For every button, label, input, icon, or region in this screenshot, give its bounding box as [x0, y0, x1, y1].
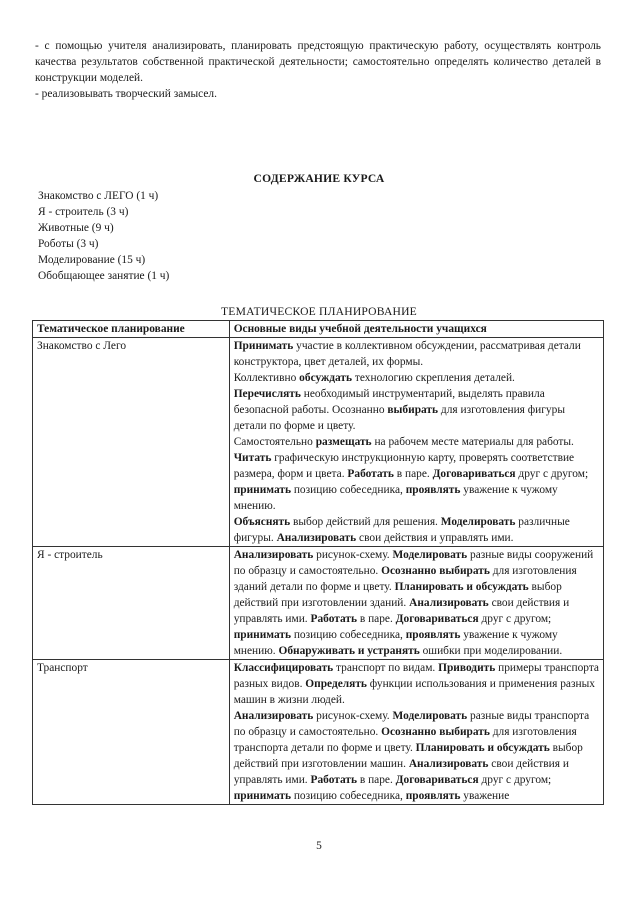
- row-topic: Я - строитель: [33, 547, 230, 660]
- emphasized-verb: принимать: [233, 629, 291, 641]
- emphasized-verb: Классифицировать: [233, 662, 334, 674]
- emphasized-verb: Анализировать: [233, 710, 314, 722]
- course-item: Моделирование (15 ч): [38, 254, 146, 266]
- emphasized-verb: Работать: [347, 468, 394, 480]
- emphasized-verb: проявлять: [405, 484, 461, 496]
- page-number: 5: [316, 840, 322, 852]
- emphasized-verb: Работать: [310, 774, 357, 786]
- table-header-row: [33, 321, 604, 338]
- emphasized-verb: Моделировать: [392, 710, 468, 722]
- emphasized-verb: Договариваться: [395, 613, 479, 625]
- course-content-list: [38, 188, 169, 284]
- thematic-planning-table: [32, 320, 604, 805]
- activities-text: Анализировать рисунок-схему. Моделировать разные виды сооружений по образцу и самостоятельно. Осознанно выбирать для изготовления зданий детали по форме и цвету. Планировать и обсуждать выбор действий при изготовлении зданий. Анализировать свои действия и управлять ими. Работать в паре. Договариваться друг с другом; принимать позицию собеседника, проявлять уважение к чужому мнению. Обнаруживать и устранять ошибки при моделировании.: [233, 549, 594, 657]
- emphasized-verb: принимать: [233, 484, 291, 496]
- emphasized-verb: Анализировать: [408, 758, 489, 770]
- course-item: Животные (9 ч): [38, 222, 114, 234]
- table-row: [33, 338, 604, 547]
- emphasized-verb: Договариваться: [432, 468, 516, 480]
- emphasized-verb: принимать: [233, 790, 291, 802]
- emphasized-verb: Обнаруживать и устранять: [278, 645, 420, 657]
- header-topic: Тематическое планирование: [33, 321, 230, 338]
- row-activities: [229, 660, 603, 805]
- course-item: Роботы (3 ч): [38, 238, 99, 250]
- emphasized-verb: Перечислять: [233, 388, 301, 400]
- emphasized-verb: Читать: [233, 452, 272, 464]
- emphasized-verb: Анализировать: [233, 549, 314, 561]
- emphasized-verb: Анализировать: [276, 532, 357, 544]
- course-content-title: СОДЕРЖАНИЕ КУРСА: [253, 172, 385, 185]
- emphasized-verb: Принимать: [233, 340, 294, 352]
- emphasized-verb: проявлять: [405, 790, 461, 802]
- emphasized-verb: Приводить: [438, 662, 496, 674]
- emphasized-verb: Планировать и обсуждать: [415, 742, 550, 754]
- row-topic: Транспорт: [33, 660, 230, 805]
- emphasized-verb: Моделировать: [392, 549, 468, 561]
- emphasized-verb: выбирать: [387, 404, 439, 416]
- emphasized-verb: Объяснять: [233, 516, 291, 528]
- row-topic: Знакомство с Лего: [33, 338, 230, 547]
- emphasized-verb: Осознанно выбирать: [381, 726, 490, 738]
- intro-text: [35, 38, 601, 102]
- course-item: Обобщающее занятие (1 ч): [38, 270, 170, 282]
- row-activities: [229, 338, 603, 547]
- thematic-planning-title: ТЕМАТИЧЕСКОЕ ПЛАНИРОВАНИЕ: [221, 305, 417, 318]
- row-activities: [229, 547, 603, 660]
- intro-paragraph-1: - с помощью учителя анализировать, планировать предстоящую практическую работу, осуществлять контроль качества результатов собственной практической деятельности; самостоятельно определять количество деталей в конструкции моделей.: [35, 40, 601, 84]
- intro-paragraph-2: - реализовывать творческий замысел.: [35, 88, 217, 100]
- table-row: [33, 547, 604, 660]
- emphasized-verb: обсуждать: [299, 372, 353, 384]
- emphasized-verb: проявлять: [405, 629, 461, 641]
- emphasized-verb: размещать: [315, 436, 372, 448]
- emphasized-verb: Осознанно выбирать: [381, 565, 490, 577]
- activities-text: Принимать участие в коллективном обсуждении, рассматривая детали конструктора, цвет деталей, их формы. Коллективно обсуждать технологию скрепления деталей. Перечислять необходимый инструментарий, выделять правила безопасной работы. Осознанно выбирать для изготовления фигуры детали по форме и цвету. Самостоятельно размещать на рабочем месте материалы для работы. Читать графическую инструкционную карту, проверять соответствие размера, форм и цвета. Работать в паре. Договариваться друг с другом; принимать позицию собеседника, проявлять уважение к чужому мнению. Объяснять выбор действий для решения. Моделировать различные фигуры. Анализировать свои действия и управлять ими.: [233, 340, 589, 544]
- table-row: [33, 660, 604, 805]
- emphasized-verb: Работать: [310, 613, 357, 625]
- course-item: Знакомство с ЛЕГО (1 ч): [38, 190, 159, 202]
- emphasized-verb: Определять: [305, 678, 367, 690]
- emphasized-verb: Планировать и обсуждать: [394, 581, 529, 593]
- header-activities: Основные виды учебной деятельности учащихся: [229, 321, 603, 338]
- activities-text: Классифицировать транспорт по видам. Приводить примеры транспорта разных видов. Определять функции использования и применения разных машин в жизни людей. Анализировать рисунок-схему. Моделировать разные виды транспорта по образцу и самостоятельно. Осознанно выбирать для изготовления транспорта детали по форме и цвету. Планировать и обсуждать выбор действий при изготовлении машин. Анализировать свои действия и управлять ими. Работать в паре. Договариваться друг с другом; принимать позицию собеседника, проявлять уважение: [233, 662, 599, 802]
- course-item: Я - строитель (3 ч): [38, 206, 129, 218]
- emphasized-verb: Моделировать: [440, 516, 516, 528]
- emphasized-verb: Анализировать: [409, 597, 489, 609]
- emphasized-verb: Договариваться: [395, 774, 479, 786]
